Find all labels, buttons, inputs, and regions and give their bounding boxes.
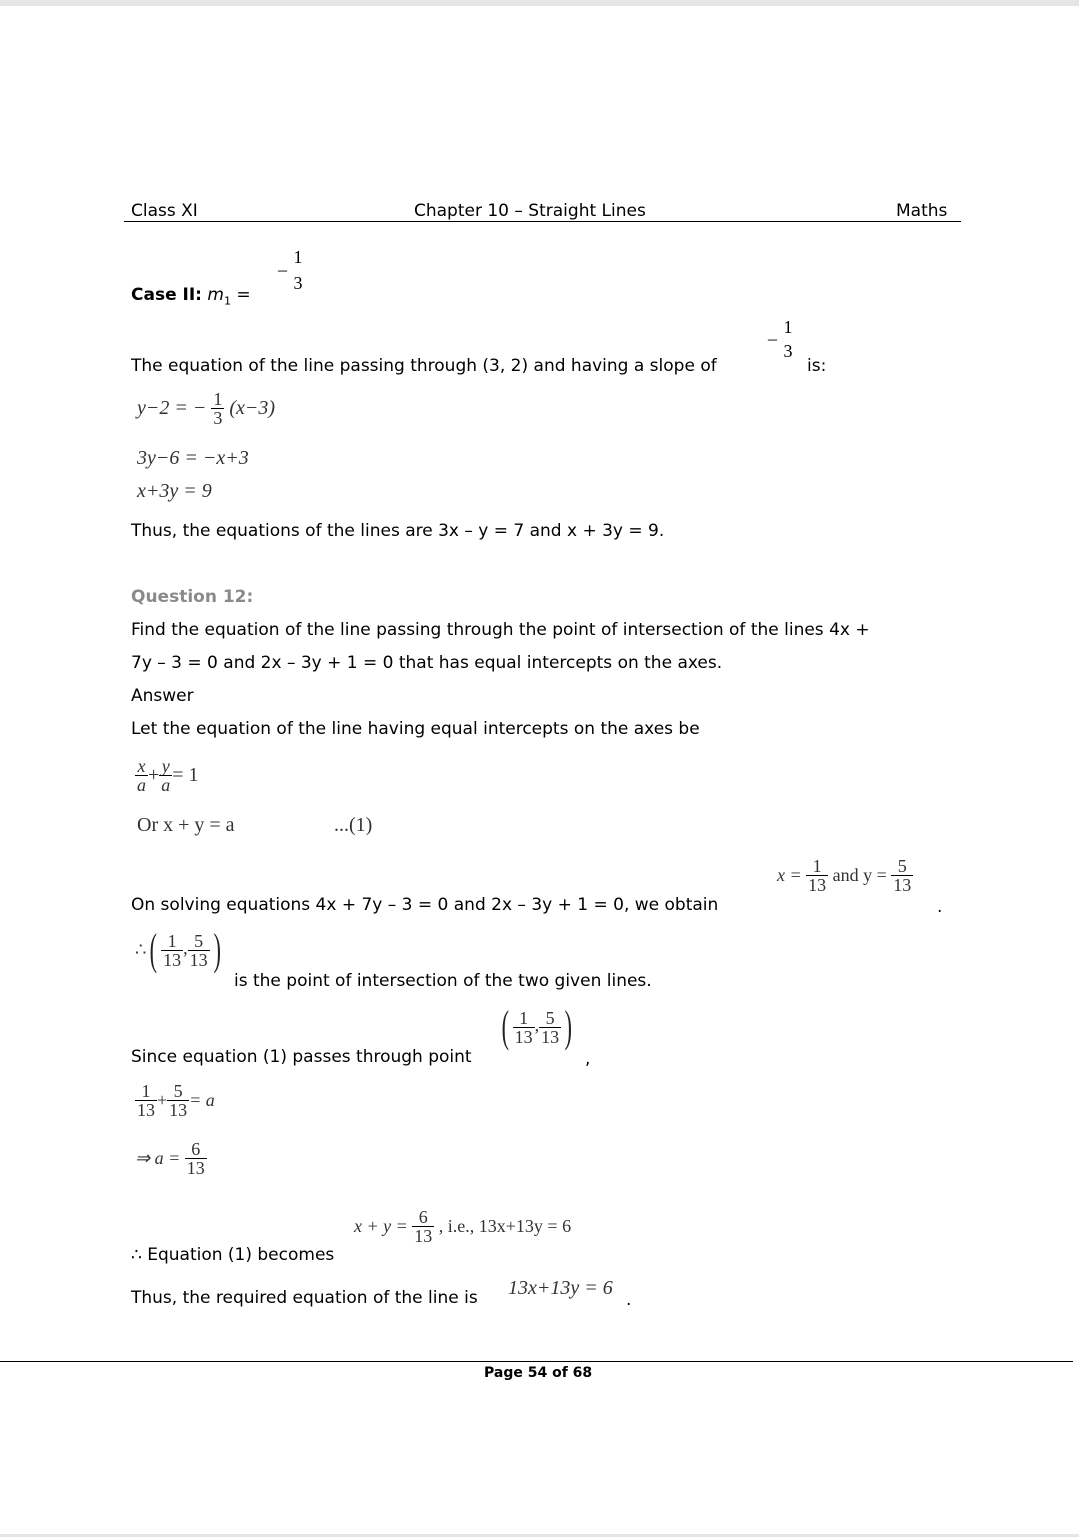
answer-intro: Let the equation of the line having equal intercepts on the axes be xyxy=(131,719,700,739)
case2-frac: 1 3 xyxy=(293,247,303,293)
line-intro-text: The equation of the line passing through (3, 2) and having a slope of xyxy=(131,356,717,376)
sum-eq: $\frac{1}{13}$ + $\frac{5}{13}$ = a xyxy=(137,1081,215,1120)
case2-sign: – xyxy=(278,259,287,280)
since-text: Since equation (1) passes through point xyxy=(131,1047,472,1067)
line-intro-frac: 1 3 xyxy=(783,317,793,361)
final-text: Thus, the required equation of the line is xyxy=(131,1288,478,1308)
case2-label: Case II: xyxy=(131,285,202,305)
header-class: Class XI xyxy=(131,201,198,221)
case2-sub: 1 xyxy=(223,294,231,308)
since-comma: , xyxy=(585,1049,591,1069)
solve-a-eq: ⇒ a = $\frac{6}{13}$ xyxy=(135,1139,205,1178)
intercept-form-eq: $\frac{x}{a}$ + $\frac{y}{a}$ = 1 xyxy=(137,756,199,795)
intersection-text: is the point of intersection of the two given lines. xyxy=(234,971,652,991)
header-divider xyxy=(124,221,961,222)
page-number: Page 54 of 68 xyxy=(484,1365,593,1381)
question-line-2: 7y – 3 = 0 and 2x – 3y + 1 = 0 that has equal intercepts on the axes. xyxy=(131,653,723,673)
final-period: . xyxy=(626,1290,632,1310)
case2-heading xyxy=(131,285,251,311)
question-line-1: Find the equation of the line passing through the point of intersection of the lines 4x + xyxy=(131,620,870,640)
becomes-eq: x + y = $\frac{6}{13}$ , i.e., 13x+13y = 6 xyxy=(354,1207,572,1246)
line-intro-slope: – 1 3 xyxy=(768,317,793,361)
header-chapter: Chapter 10 – Straight Lines xyxy=(414,201,646,221)
solving-text: On solving equations 4x + 7y – 3 = 0 and 2x – 3y + 1 = 0, we obtain xyxy=(131,895,719,915)
becomes-text: ∴ Equation (1) becomes xyxy=(131,1245,335,1265)
header-subject: Maths xyxy=(896,201,948,221)
equation-1-tag: ...(1) xyxy=(334,814,373,836)
step2-eq: 3y−6 = −x+3 xyxy=(137,447,249,469)
solution-period: . xyxy=(937,897,943,917)
step3-eq: x+3y = 9 xyxy=(137,480,212,502)
final-eq: 13x+13y = 6 xyxy=(508,1277,613,1299)
footer-divider xyxy=(0,1361,1073,1362)
answer-label: Answer xyxy=(131,686,194,706)
conclusion-1: Thus, the equations of the lines are 3x – y = 7 and x + 3y = 9. xyxy=(131,521,665,541)
line-intro-tail: is: xyxy=(807,356,827,376)
case2-slope xyxy=(278,248,305,292)
solution-values: x = $\frac{1}{13}$ and y = $\frac{5}{13}$ xyxy=(777,856,912,895)
since-point: ( $\frac{1}{13}$ , $\frac{5}{13}$ ) xyxy=(501,1002,573,1051)
step1-frac: $\frac{1}{3}$ xyxy=(213,389,223,428)
step1-eq: y−2 = − $\frac{1}{3}$ (x−3) xyxy=(137,389,276,428)
case2-var: m xyxy=(207,285,224,305)
viewer-top-band xyxy=(0,0,1079,6)
intersection-point: ∴( $\frac{1}{13}$ , $\frac{5}{13}$ ) xyxy=(135,925,221,974)
equation-1: Or x + y = a xyxy=(137,814,235,836)
question-title: Question 12: xyxy=(131,587,254,607)
case2-eq: = xyxy=(230,285,251,305)
